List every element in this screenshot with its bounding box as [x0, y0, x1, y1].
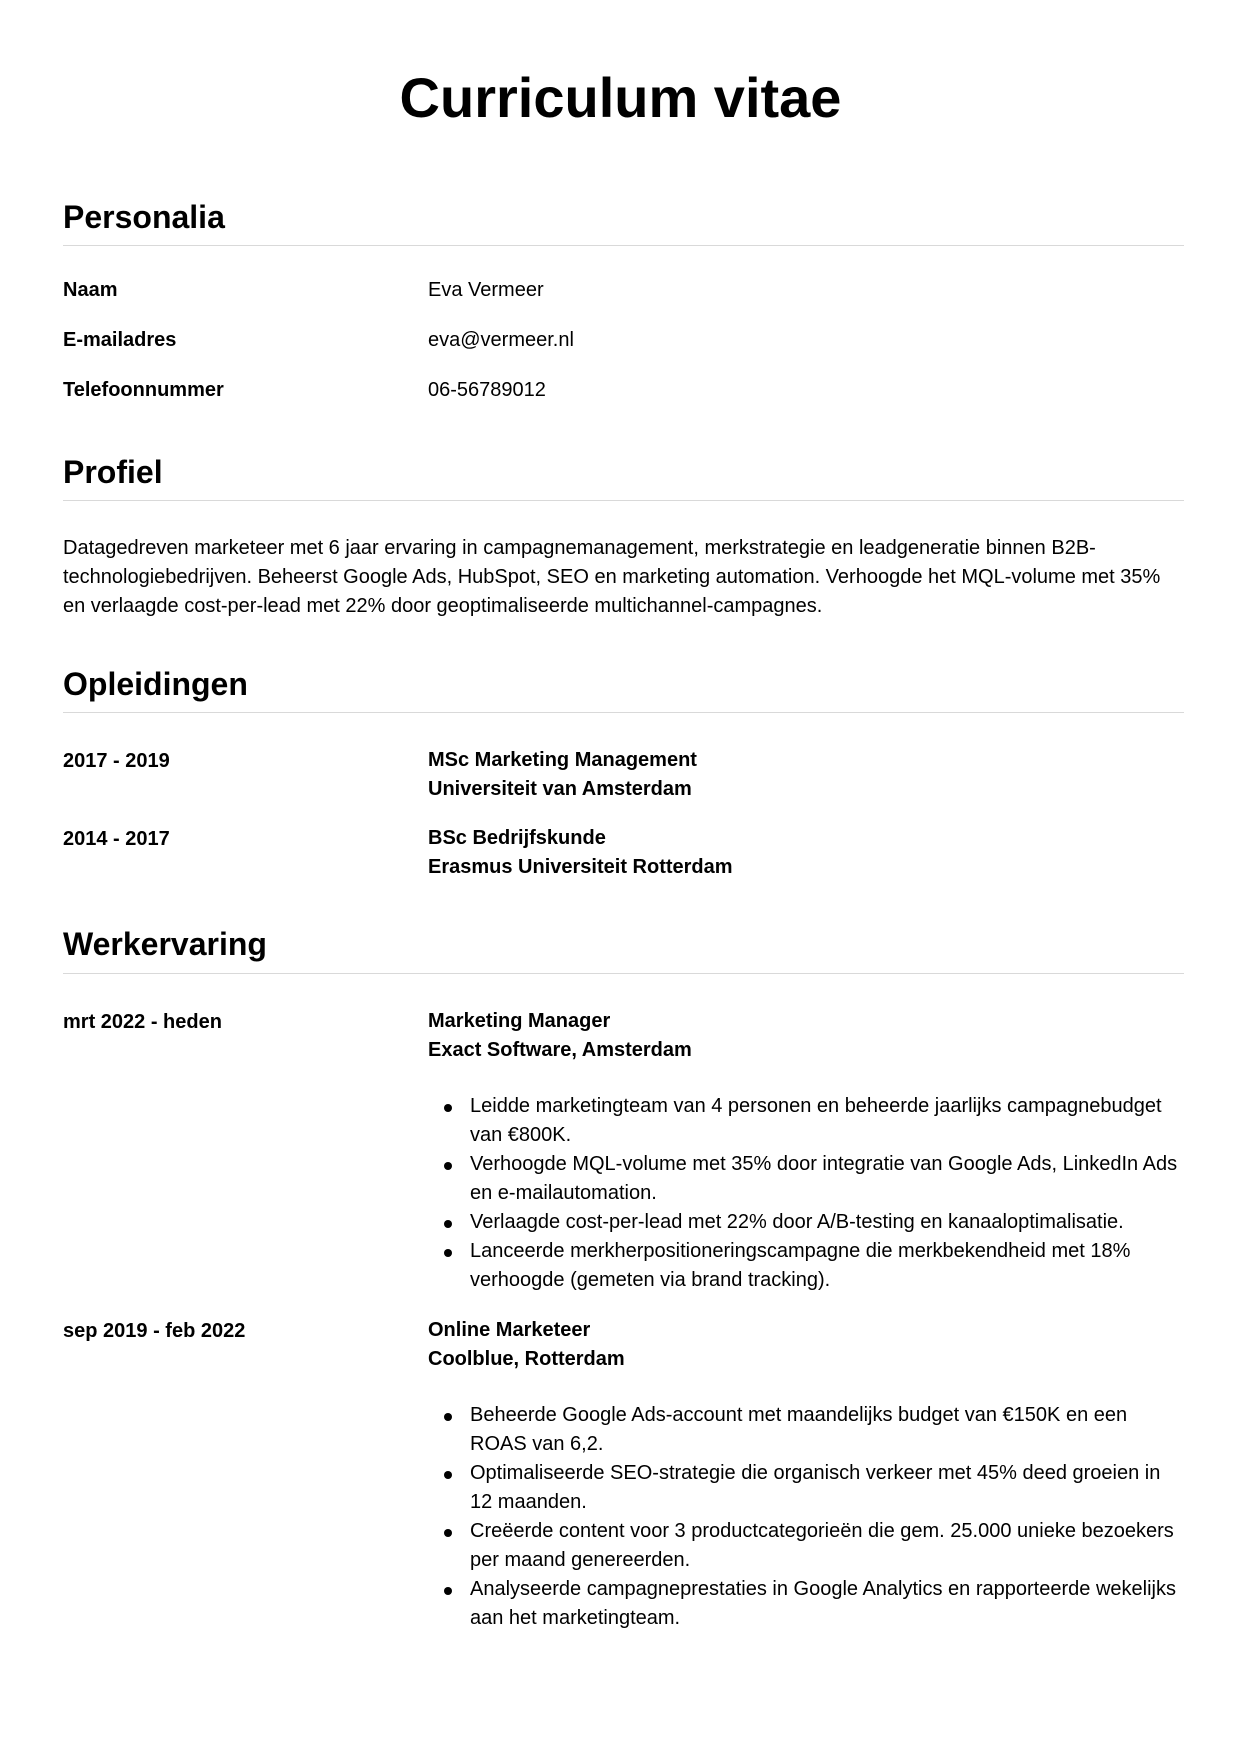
education-school: Universiteit van Amsterdam	[428, 778, 692, 800]
job-achievements	[428, 1092, 1184, 1295]
education-entry	[428, 746, 1188, 804]
education-degree: BSc Bedrijfskunde	[428, 827, 606, 849]
section-divider	[63, 500, 1184, 501]
job-role: Marketing Manager	[428, 1010, 611, 1032]
job-role: Online Marketeer	[428, 1319, 591, 1341]
label-email: E-mailadres	[63, 329, 177, 351]
job-entry	[428, 1316, 1188, 1374]
education-period: 2017 - 2019	[63, 750, 170, 772]
job-company: Coolblue, Rotterdam	[428, 1348, 625, 1370]
list-item: Optimaliseerde SEO-strategie die organisch verkeer met 45% deed groeien in 12 maanden.	[428, 1459, 1184, 1517]
job-achievements	[428, 1401, 1184, 1633]
section-divider	[63, 712, 1184, 713]
section-divider	[63, 245, 1184, 246]
document-title: Curriculum vitae	[399, 66, 842, 129]
job-period: mrt 2022 - heden	[63, 1011, 222, 1033]
label-naam: Naam	[63, 279, 118, 301]
section-heading-werkervaring: Werkervaring	[63, 926, 267, 962]
section-divider	[63, 973, 1184, 974]
education-period: 2014 - 2017	[63, 828, 170, 850]
job-period: sep 2019 - feb 2022	[63, 1320, 246, 1342]
section-heading-profiel: Profiel	[63, 454, 163, 490]
education-entry	[428, 824, 1188, 882]
section-heading-personalia: Personalia	[63, 199, 225, 235]
section-heading-opleidingen: Opleidingen	[63, 666, 248, 702]
education-degree: MSc Marketing Management	[428, 749, 697, 771]
list-item: Beheerde Google Ads-account met maandelijks budget van €150K en een ROAS van 6,2.	[428, 1401, 1184, 1459]
value-email: eva@vermeer.nl	[428, 329, 574, 351]
list-item: Creëerde content voor 3 productcategorieën die gem. 25.000 unieke bezoekers per maand genereerden.	[428, 1517, 1184, 1575]
education-school: Erasmus Universiteit Rotterdam	[428, 856, 733, 878]
list-item: Analyseerde campagneprestaties in Google Analytics en rapporteerde wekelijks aan het marketingteam.	[428, 1575, 1184, 1633]
label-telefoon: Telefoonnummer	[63, 379, 224, 401]
value-naam: Eva Vermeer	[428, 279, 544, 301]
job-company: Exact Software, Amsterdam	[428, 1039, 692, 1061]
list-item: Verhoogde MQL-volume met 35% door integratie van Google Ads, LinkedIn Ads en e-mailautomation.	[428, 1150, 1184, 1208]
job-entry	[428, 1007, 1188, 1065]
value-telefoon: 06-56789012	[428, 379, 546, 401]
list-item: Verlaagde cost-per-lead met 22% door A/B-testing en kanaaloptimalisatie.	[428, 1208, 1184, 1237]
list-item: Lanceerde merkherpositioneringscampagne die merkbekendheid met 18% verhoogde (gemeten via brand tracking).	[428, 1237, 1184, 1295]
list-item: Leidde marketingteam van 4 personen en beheerde jaarlijks campagnebudget van €800K.	[428, 1092, 1184, 1150]
profile-text: Datagedreven marketeer met 6 jaar ervaring in campagnemanagement, merkstrategie en leadgeneratie binnen B2B-technologiebedrijven. Beheerst Google Ads, HubSpot, SEO en marketing automation. Verhoogde het MQL-volume met 35% en verlaagde cost-per-lead met 22% door geoptimaliseerde multichannel-campagnes.	[63, 537, 1161, 617]
